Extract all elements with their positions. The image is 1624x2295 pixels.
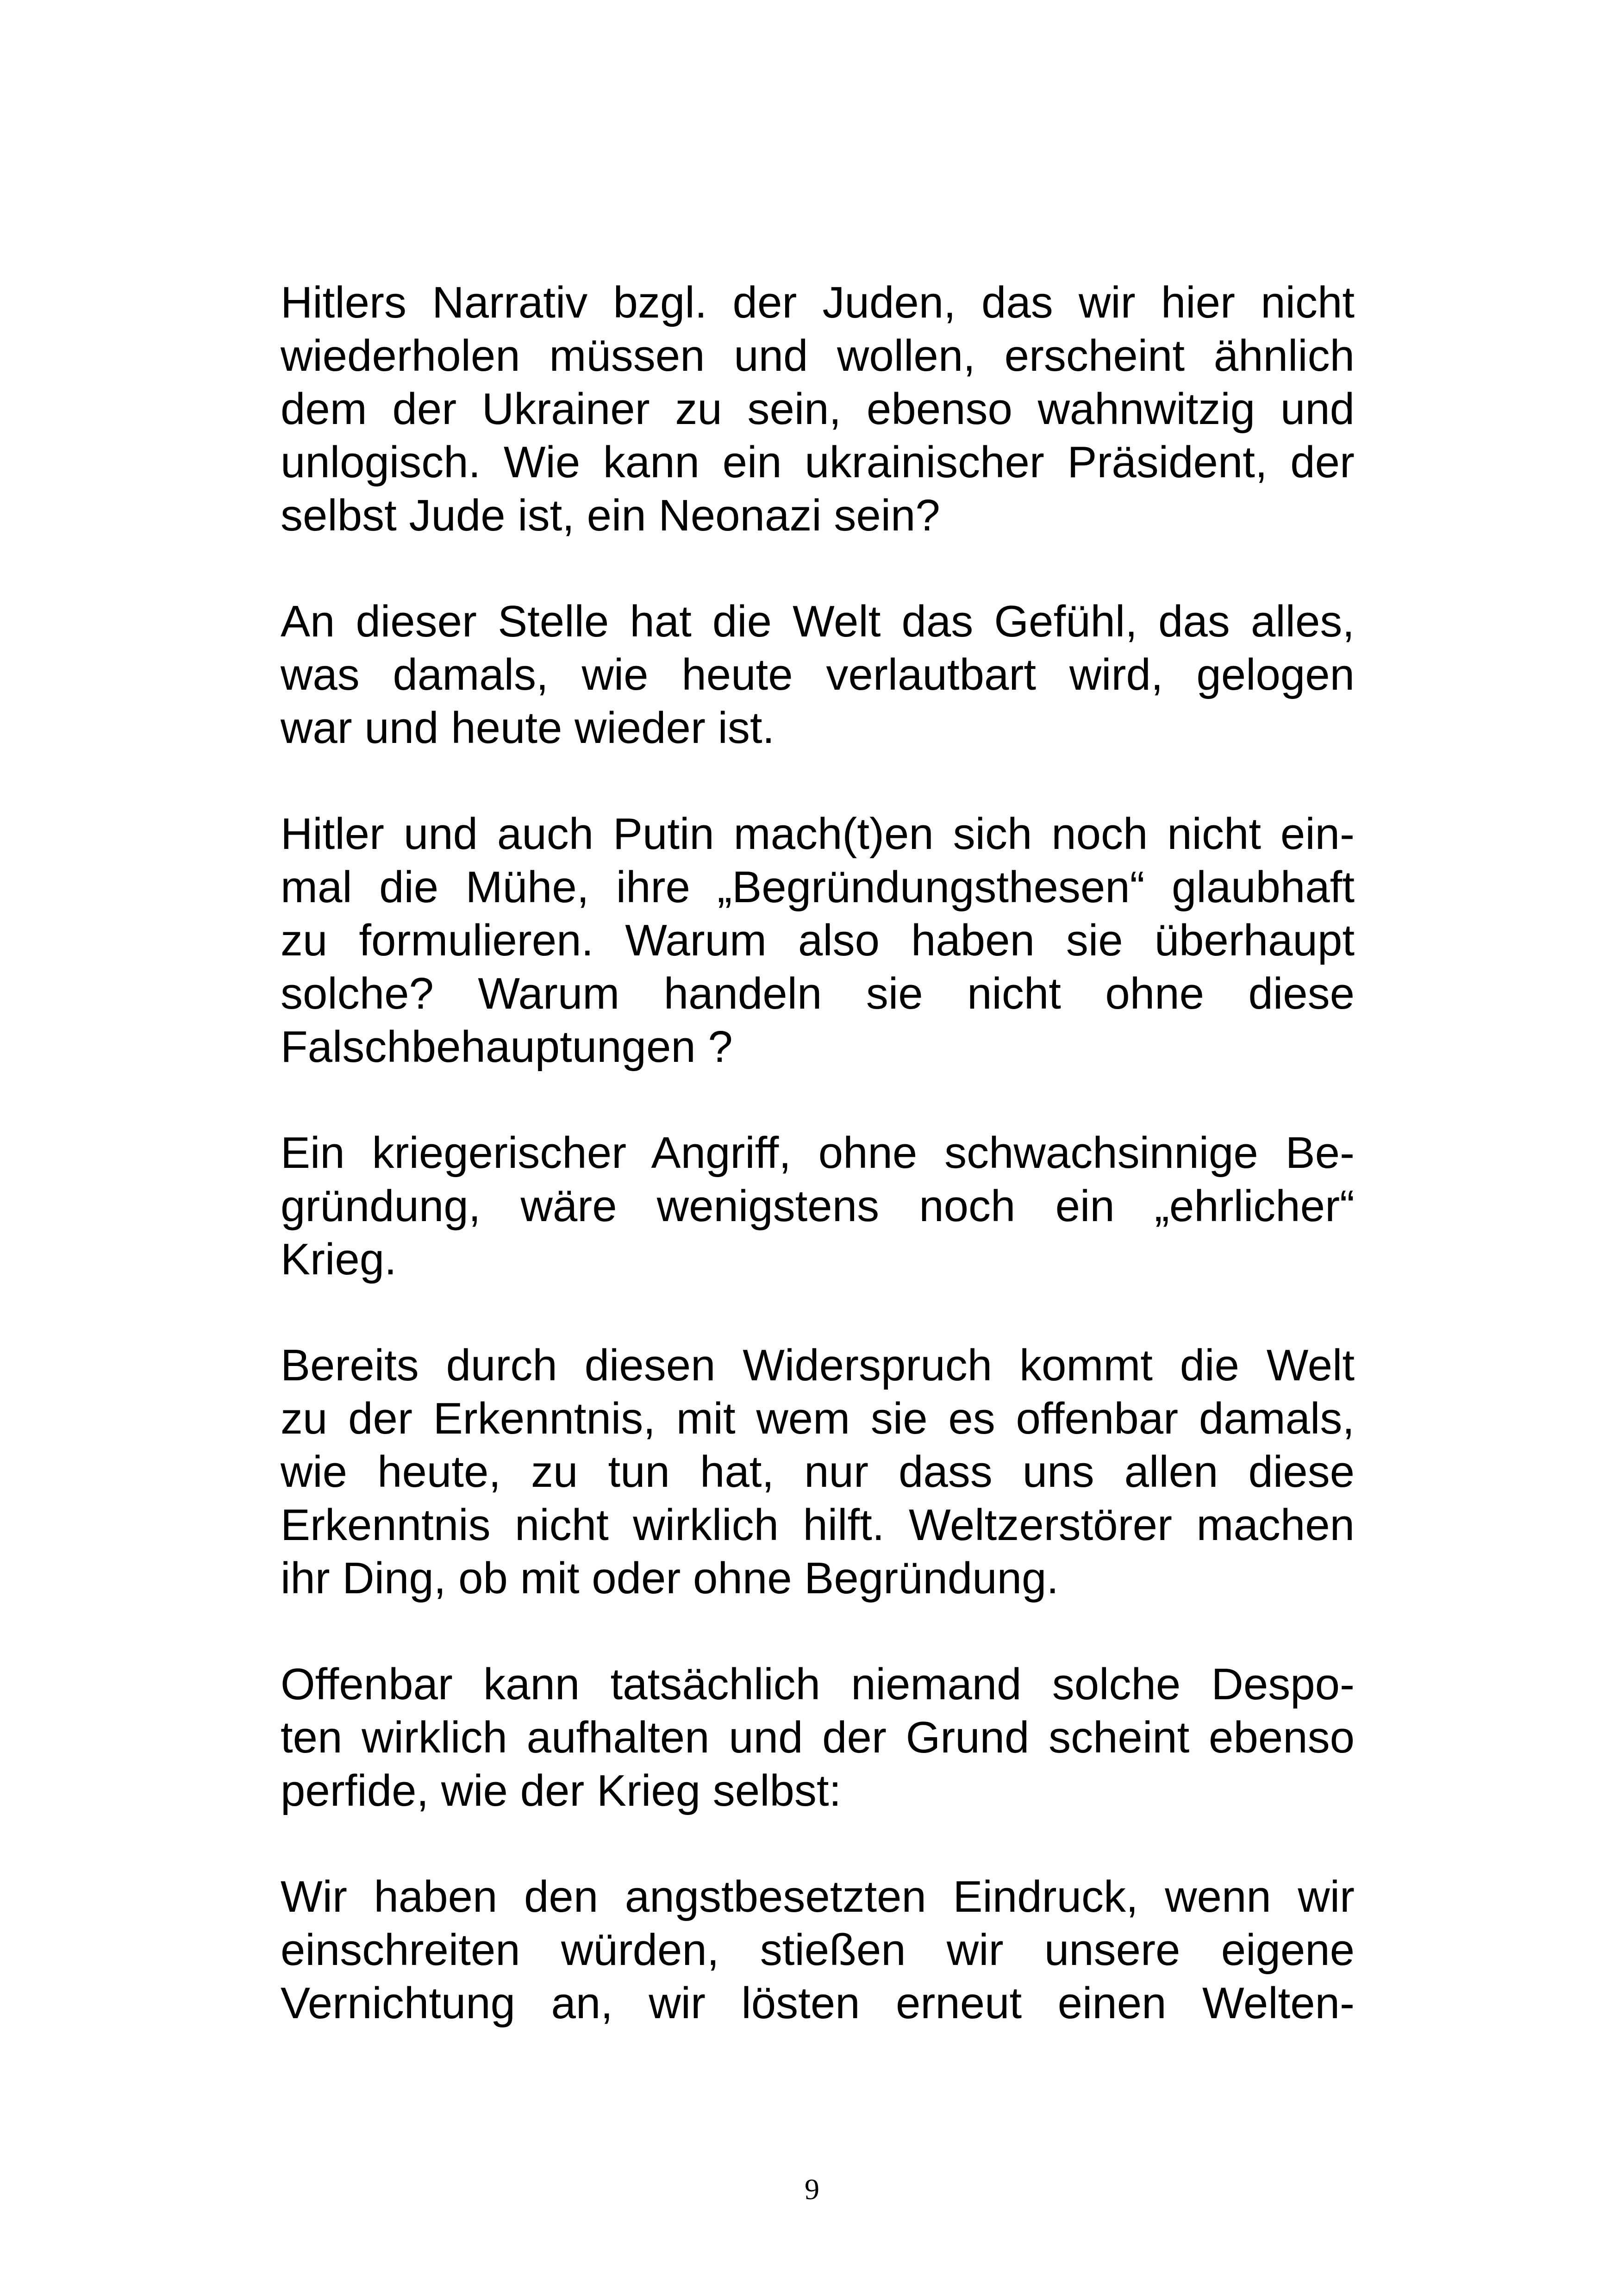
text-line: Bereits durch diesen Widerspruch kommt die Welt (281, 1341, 1355, 1390)
text-line: wie heute, zu tun hat, nur dass uns allen diese (281, 1447, 1355, 1497)
text-line: Vernichtung an, wir lösten erneut einen Welten- (281, 1978, 1355, 2028)
text-line: selbst Jude ist, ein Neonazi sein? (281, 491, 940, 540)
text-line: mal die Mühe, ihre „Begründungsthesen“ glaubhaft (281, 862, 1355, 912)
text-line: einschreiten würden, stießen wir unsere eigene (281, 1925, 1355, 1975)
text-line: war und heute wieder ist. (281, 703, 775, 753)
text-line: Ein kriegerischer Angriff, ohne schwachsinnige Be- (281, 1128, 1355, 1178)
text-line: Falschbehauptungen ? (281, 1022, 733, 1072)
text-line: unlogisch. Wie kann ein ukrainischer Präsident, der (281, 437, 1355, 487)
text-line: Hitler und auch Putin mach(t)en sich noch nicht ein- (281, 809, 1355, 859)
text-line: was damals, wie heute verlautbart wird, gelogen (281, 650, 1355, 699)
text-line: Offenbar kann tatsächlich niemand solche Despo- (281, 1659, 1355, 1709)
text-line: Wir haben den angstbesetzten Eindruck, wenn wir (281, 1872, 1355, 1921)
text-line: An dieser Stelle hat die Welt das Gefühl, das alles, (281, 597, 1355, 646)
text-line: ten wirklich aufhalten und der Grund scheint ebenso (281, 1713, 1355, 1762)
text-line: zu der Erkenntnis, mit wem sie es offenbar damals, (281, 1394, 1355, 1443)
paragraph (281, 807, 1355, 1073)
text-line: perfide, wie der Krieg selbst: (281, 1766, 842, 1815)
text-line: gründung, wäre wenigstens noch ein „ehrlicher“ (281, 1181, 1355, 1231)
text-line: Erkenntnis nicht wirklich hilft. Weltzerstörer machen (281, 1500, 1355, 1550)
text-line: dem der Ukrainer zu sein, ebenso wahnwitzig und (281, 384, 1355, 434)
body-text (281, 276, 1355, 2083)
paragraph (281, 1870, 1355, 2030)
paragraph (281, 276, 1355, 542)
text-line: wiederholen müssen und wollen, erscheint ähnlich (281, 331, 1355, 380)
paragraph (281, 1126, 1355, 1286)
text-line: zu formulieren. Warum also haben sie überhaupt (281, 916, 1355, 965)
paragraph (281, 1339, 1355, 1605)
paragraph (281, 595, 1355, 755)
text-line: ihr Ding, ob mit oder ohne Begründung. (281, 1553, 1059, 1603)
page-number: 9 (805, 2173, 819, 2206)
text-line: Krieg. (281, 1235, 397, 1284)
text-line: Hitlers Narrativ bzgl. der Juden, das wir hier nicht (281, 278, 1355, 327)
paragraph (281, 1658, 1355, 1817)
text-line: solche? Warum handeln sie nicht ohne diese (281, 969, 1355, 1018)
